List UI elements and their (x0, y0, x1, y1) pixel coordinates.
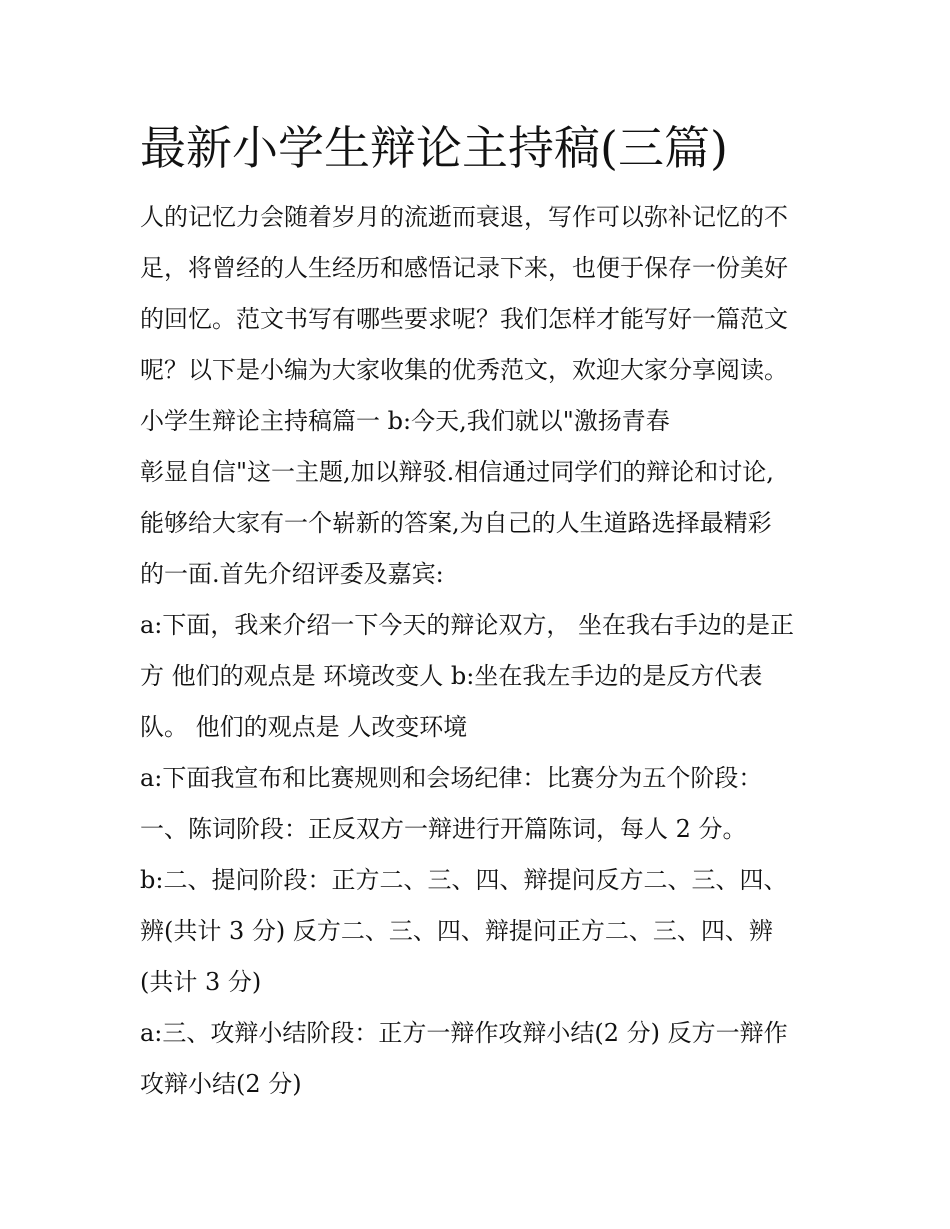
body-line: (共计 3 分) (140, 968, 262, 996)
body-line: a:三、攻辩小结阶段：正方一辩作攻辩小结(2 分) 反方一辩作 (140, 1019, 788, 1047)
body-line: 的回忆。范文书写有哪些要求呢？我们怎样才能写好一篇范文 (140, 305, 788, 333)
body-line: 一、陈词阶段：正反双方一辩进行开篇陈词，每人 2 分。 (140, 815, 747, 843)
body-line: b:二、提问阶段：正方二、三、四、辩提问反方二、三、四、 (140, 866, 788, 894)
body-line: 能够给大家有一个崭新的答案,为自己的人生道路选择最精彩 (140, 509, 772, 537)
body-line: 人的记忆力会随着岁月的流逝而衰退，写作可以弥补记忆的不 (140, 203, 788, 231)
document-body (140, 192, 820, 1110)
body-line: 队。 他们的观点是 人改变环境 (140, 713, 468, 741)
body-line: 辨(共计 3 分) 反方二、三、四、辩提问正方二、三、四、辨 (140, 917, 773, 945)
body-line: 彰显自信"这一主题,加以辩驳.相信通过同学们的辩论和讨论, (140, 458, 774, 486)
body-line: 方 他们的观点是 环境改变人 b:坐在我左手边的是反方代表 (140, 662, 763, 690)
document-page (140, 110, 820, 1110)
body-line: a:下面我宣布和比赛规则和会场纪律：比赛分为五个阶段： (140, 764, 763, 792)
body-line: 足，将曾经的人生经历和感悟记录下来，也便于保存一份美好 (140, 254, 788, 282)
document-title: 最新小学生辩论主持稿(三篇) (140, 121, 728, 175)
body-line: 小学生辩论主持稿篇一 b:今天,我们就以"激扬青春 (140, 407, 670, 435)
body-line: 呢？以下是小编为大家收集的优秀范文，欢迎大家分享阅读。 (140, 356, 788, 384)
body-line: 攻辩小结(2 分) (140, 1070, 302, 1098)
body-line: 的一面.首先介绍评委及嘉宾: (140, 560, 444, 588)
body-line: a:下面，我来介绍一下今天的辩论双方， 坐在我右手边的是正 (140, 611, 795, 639)
